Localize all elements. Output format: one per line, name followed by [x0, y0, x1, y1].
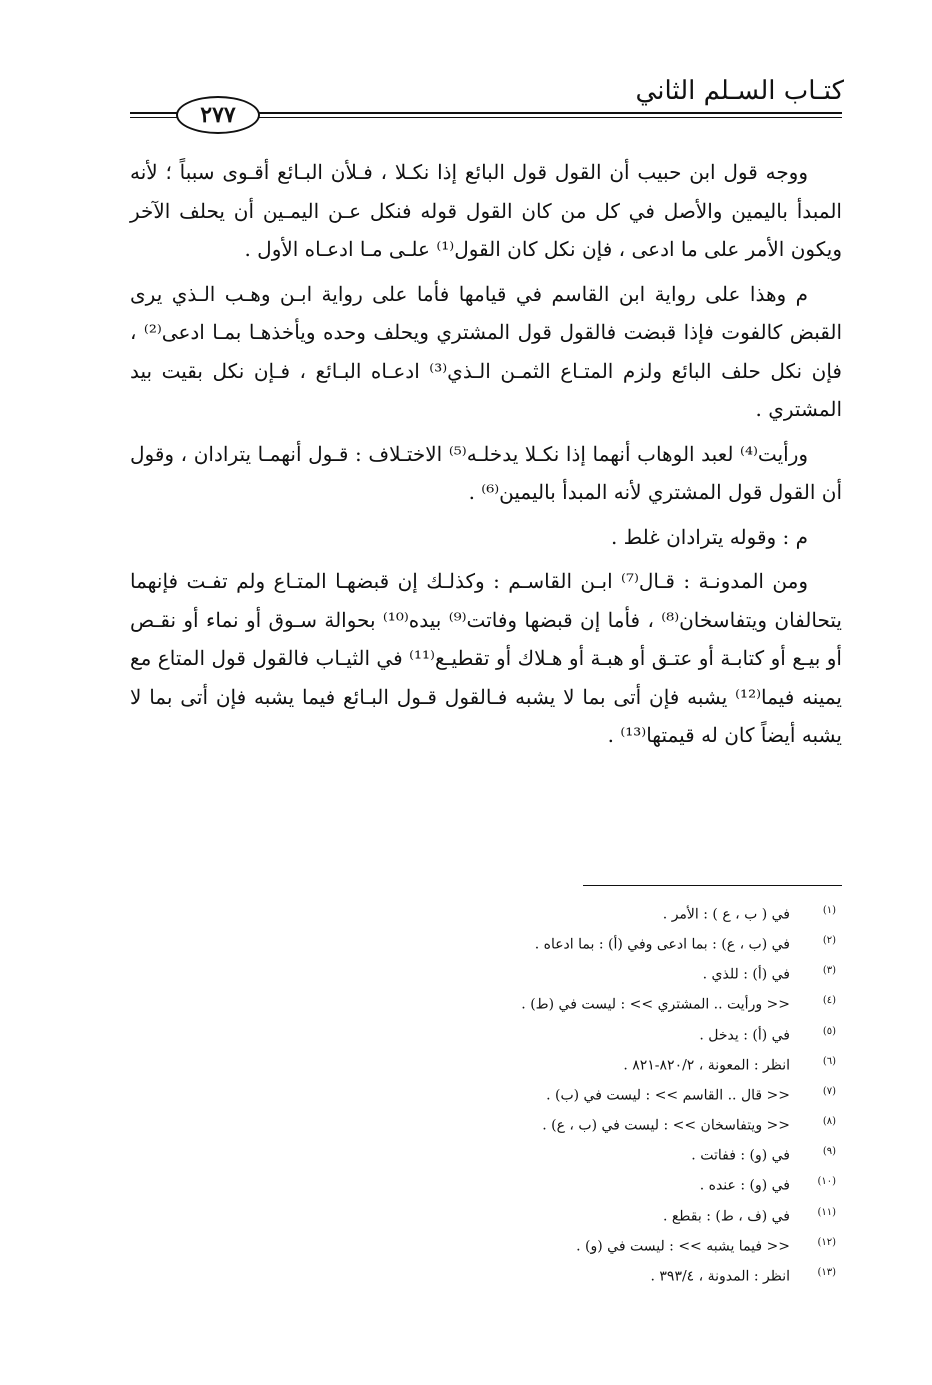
- footnote-text: في ( ب ، ع ) : الأمر .: [662, 906, 790, 923]
- footnote-text: في (و) : ففاتت .: [691, 1147, 790, 1164]
- footnote-text: << قال .. القاسم >> : ليست في (ب) .: [546, 1087, 790, 1104]
- paragraph: ووجه قول ابن حبيب أن القول قول البائع إذا نكـلا ، فـلأن البـائع أقـوى سبباً ؛ لأنه المبدأ باليمين والأصل في كل من كان القول قوله فنكل عـن اليمـين أن يحلف الآخر ويكون الأمر على ما ادعى ، فإن نكل كان القول⁽¹⁾ علـى مـا ادعـاه الأول .: [130, 160, 842, 261]
- running-title: كتـاب السـلم الثاني: [635, 76, 844, 106]
- footnote: [316, 928, 836, 958]
- footnote: [316, 1079, 836, 1109]
- footnote-number: (٨): [822, 1116, 836, 1128]
- paragraph: م : وقوله يترادان غلط .: [610, 524, 808, 549]
- footnote-separator: [583, 885, 842, 886]
- footnote: [316, 898, 836, 928]
- footnote: [316, 1230, 836, 1260]
- footnote-number: (١٠): [817, 1176, 836, 1188]
- footnote-number: (١٢): [817, 1236, 836, 1248]
- footnote: [316, 1109, 836, 1139]
- footnote: [316, 1169, 836, 1199]
- footnote-text: في (ف ، ط) : بقطع .: [662, 1208, 790, 1225]
- paragraph: م وهذا على رواية ابن القاسم في قيامها فأما على رواية ابـن وهـب الـذي يرى القبض كالفوت فإذا قبضت فالقول قول المشتري ويحلف وحده ويأخذهـا بمـا ادعى⁽²⁾ ، فإن نكل حلف البائع ولزم المتـاع الثمـن الـذي⁽³⁾ ادعـاه البـائع ، فـإن نكل بقيت بيد المشتري .: [130, 281, 842, 421]
- footnote-number: (٤): [822, 995, 836, 1007]
- footnote-number: (١٣): [817, 1266, 836, 1278]
- footnote-text: انظر : المدونة ، ٣٩٣/٤ .: [650, 1268, 790, 1285]
- footnote: [316, 958, 836, 988]
- footnote-text: في (ب ، ع) : بما ادعى وفي (أ) : بما ادعاه .: [534, 936, 790, 953]
- footnote-number: (٥): [822, 1025, 836, 1037]
- footnote-text: انظر : المعونة ، ٨٢٠/٢-٨٢١ .: [623, 1057, 790, 1074]
- footnotes: [316, 898, 836, 1290]
- body-text: [130, 153, 842, 761]
- paragraph: ورأيت⁽⁴⁾ لعبد الوهاب أنهما إذا نكـلا يدخلـه⁽⁵⁾ الاختـلاف : قـول أنهمـا يترادان ، وقول أن القول قول المشتري لأنه المبدأ باليمين⁽⁶⁾ .: [130, 441, 842, 504]
- footnote: [316, 1049, 836, 1079]
- footnote-text: في (أ) : للذي .: [702, 966, 790, 983]
- footnote-number: (٣): [822, 965, 836, 977]
- footnote: [316, 1260, 836, 1290]
- footnote: [316, 988, 836, 1018]
- paragraph: ومن المدونـة : قـال⁽⁷⁾ ابـن القاسـم : وكذلـك إن قبضهـا المتـاع ولم تفـت فإنهما يتحالفان ويتفاسخان⁽⁸⁾ ، فأما إن قبضها وفاتت⁽⁹⁾ بيده⁽¹⁰⁾ بحوالة سـوق أو نماء أو نقـص أو بيـع أو كتابـة أو عتـق أو هبـة أو هـلاك أو تقطيـع⁽¹¹⁾ في الثيـاب فالقول قول المتاع مع يمينه فيما⁽¹²⁾ يشبه فإن أتى بما لا يشبه فـالقول قـول البـائع فيما يشبه فإن أتى بما لا يشبه أيضاً كان له قيمتها⁽¹³⁾ .: [130, 569, 842, 747]
- footnote: [316, 1200, 836, 1230]
- footnote-number: (١١): [817, 1206, 836, 1218]
- footnote-number: (٦): [822, 1055, 836, 1067]
- footnote-number: (١): [822, 905, 836, 916]
- footnote: [316, 1139, 836, 1169]
- footnote-number: (٢): [822, 935, 836, 947]
- footnote: [316, 1019, 836, 1049]
- footnote-text: << ورأيت .. المشتري >> : ليست في (ط) .: [521, 997, 790, 1014]
- footnote-number: (٧): [822, 1085, 836, 1097]
- footnote-number: (٩): [822, 1146, 836, 1158]
- footnote-text: << فيما يشبه >> : ليست في (و) .: [576, 1238, 790, 1255]
- footnote-text: في (أ) : يدخل .: [699, 1027, 790, 1044]
- page-number: ٢٧٧: [176, 96, 260, 134]
- footnote-text: في (و) : عنده .: [699, 1178, 790, 1195]
- footnote-text: << ويتفاسخان >> : ليست في (ب ، ع) .: [542, 1117, 790, 1134]
